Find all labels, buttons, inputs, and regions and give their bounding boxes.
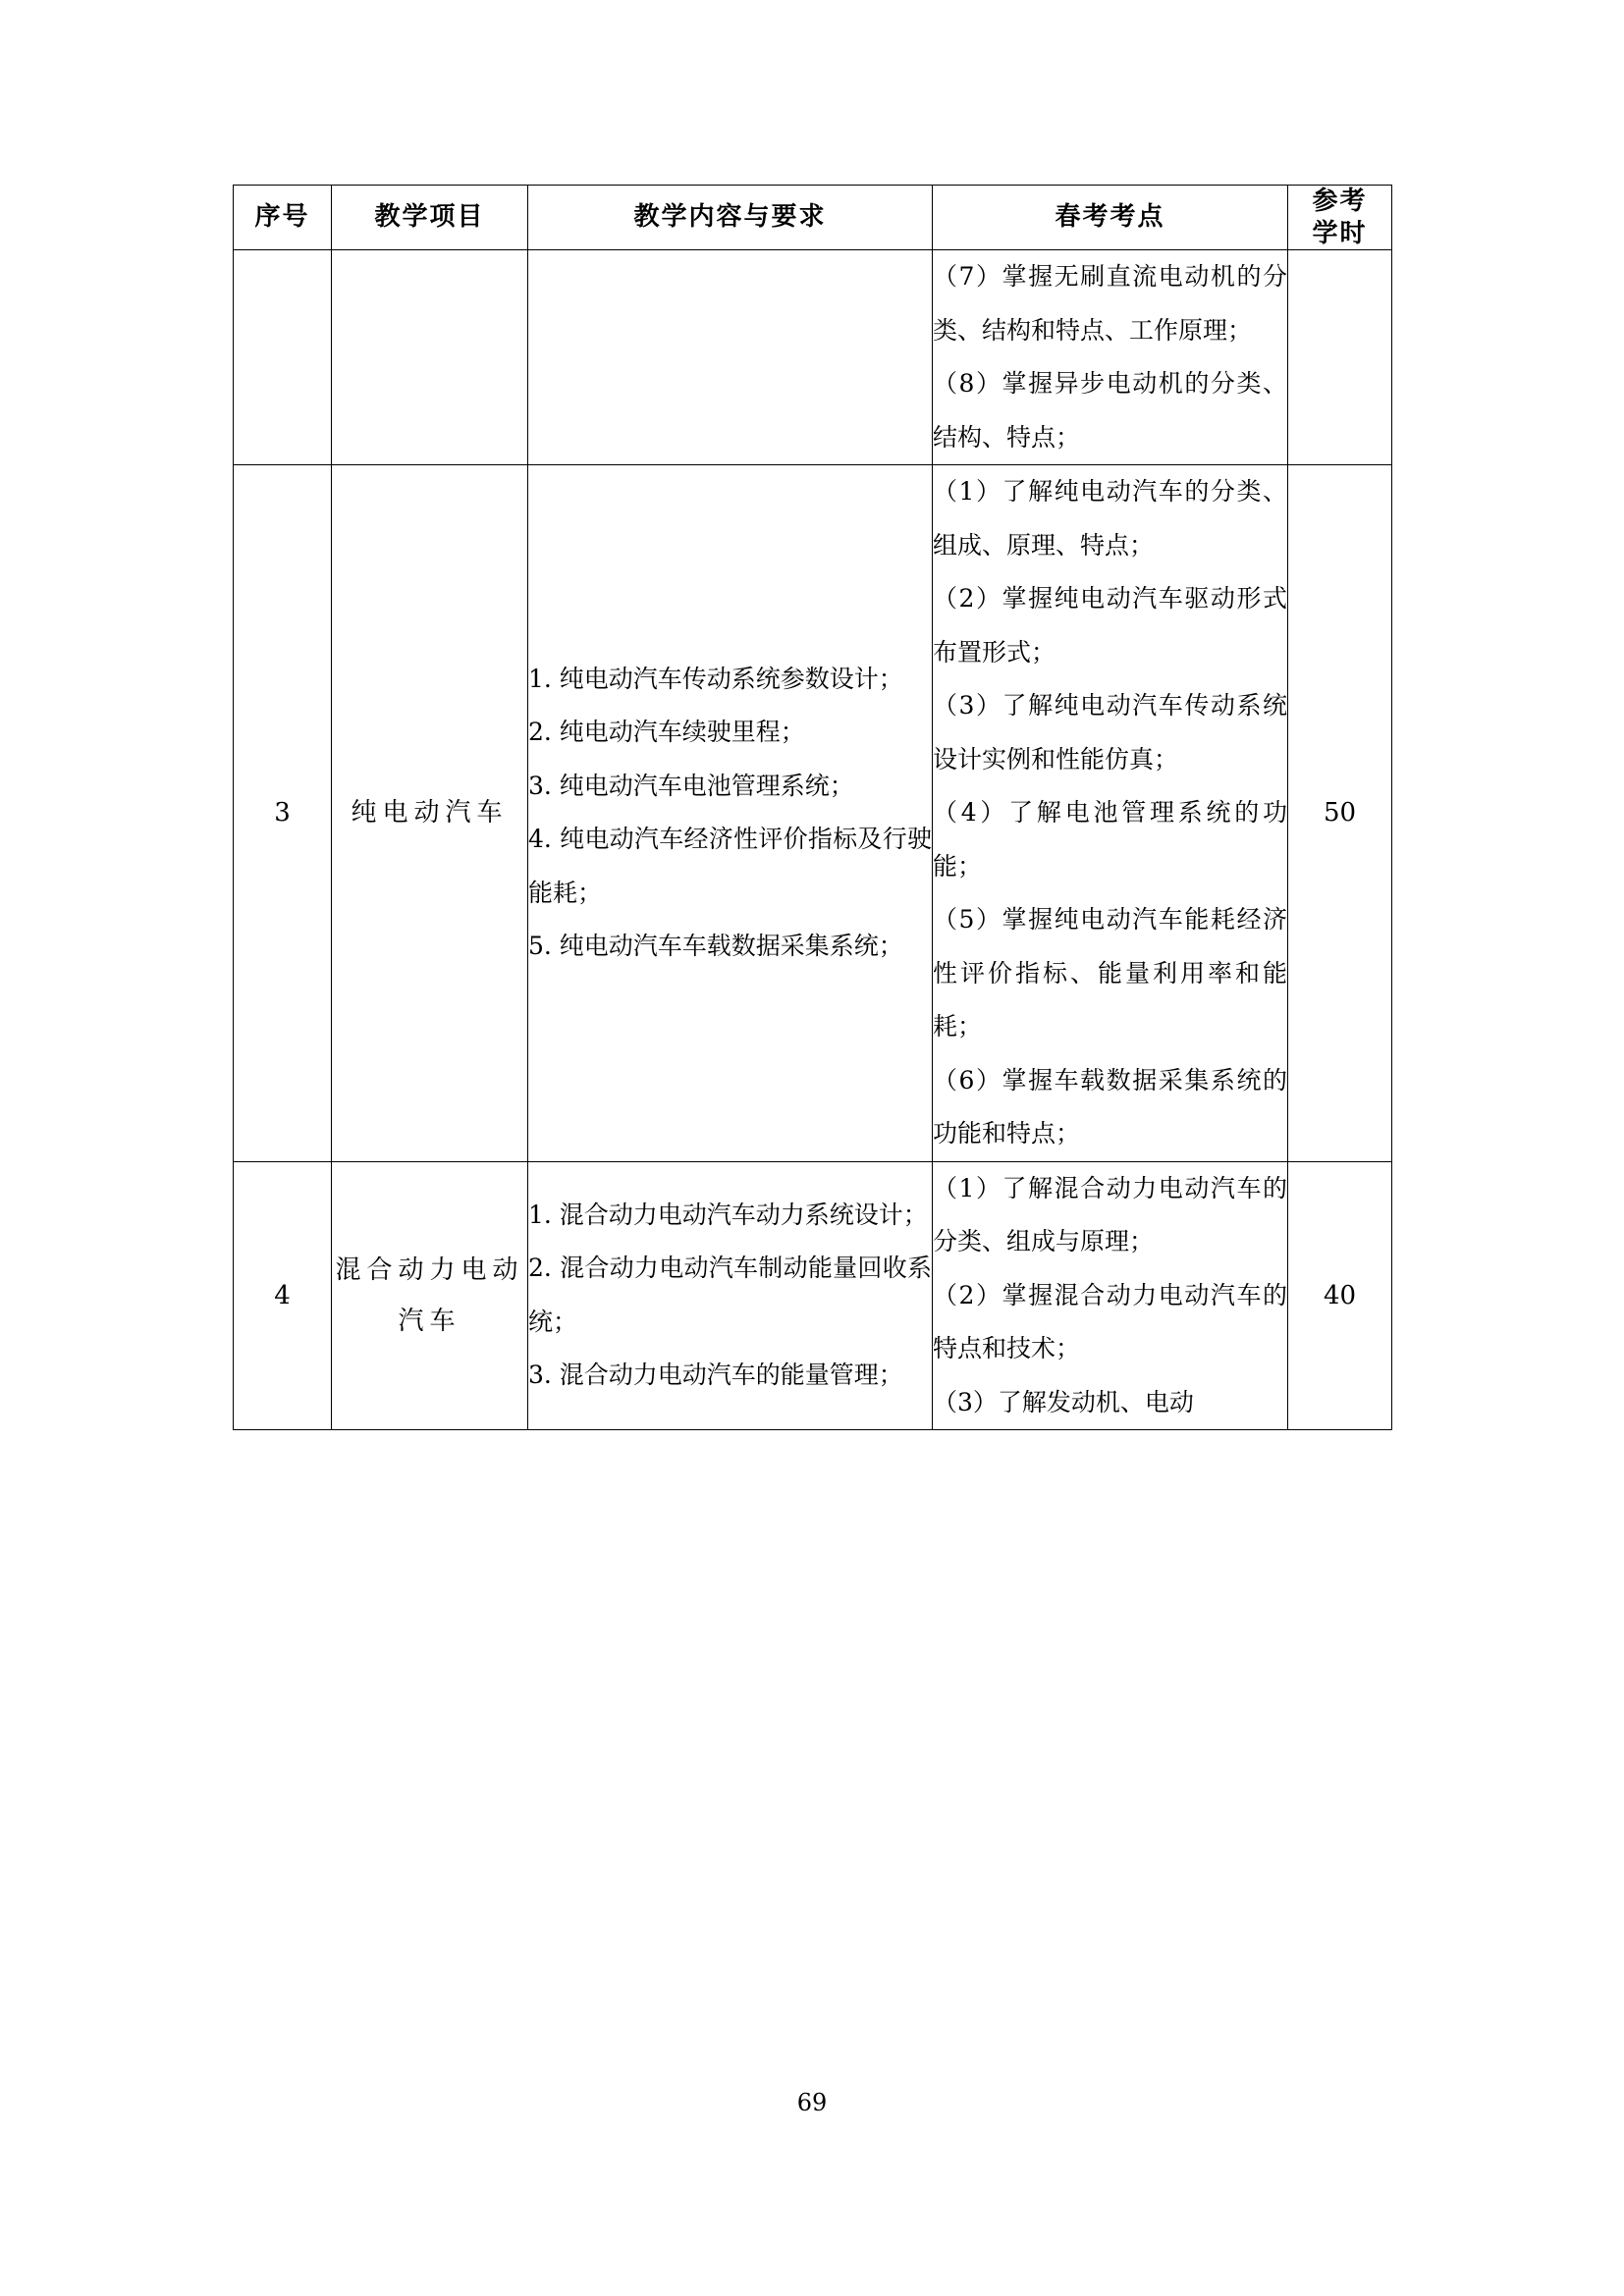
header-content: 教学内容与要求 bbox=[528, 186, 933, 250]
header-project: 教学项目 bbox=[332, 186, 528, 250]
header-hours-line2: 学时 bbox=[1312, 218, 1368, 248]
exam-point-item: （1）了解纯电动汽车的分类、组成、原理、特点； bbox=[933, 477, 1287, 560]
teaching-plan-table bbox=[233, 185, 1392, 1430]
exam-point-item: （2）掌握纯电动汽车驱动形式布置形式； bbox=[933, 584, 1287, 667]
table-row bbox=[234, 1161, 1392, 1430]
row-exam-points bbox=[933, 465, 1288, 1162]
exam-point-item: （7）掌握无刷直流电动机的分类、结构和特点、工作原理； bbox=[933, 262, 1287, 345]
content-item: 2. 混合动力电动汽车制动能量回收系统； bbox=[528, 1254, 932, 1336]
row-project bbox=[332, 1161, 528, 1430]
content-item: 3. 混合动力电动汽车的能量管理； bbox=[528, 1361, 903, 1390]
exam-point-item: （3）了解发动机、电动 bbox=[933, 1387, 1194, 1416]
row-no bbox=[234, 250, 332, 465]
table-row bbox=[234, 465, 1392, 1162]
row-project-label: 纯电动汽车 bbox=[351, 798, 509, 828]
exam-point-item: （2）掌握混合动力电动汽车的特点和技术； bbox=[933, 1280, 1287, 1362]
content-item: 1. 纯电动汽车传动系统参数设计； bbox=[528, 664, 903, 693]
page-number: 69 bbox=[796, 2089, 828, 2116]
row-content bbox=[528, 250, 933, 465]
row-content bbox=[528, 465, 933, 1162]
row-exam-points bbox=[933, 1161, 1288, 1430]
exam-point-item: （4）了解电池管理系统的功能； bbox=[933, 798, 1287, 881]
header-exam-points: 春考考点 bbox=[933, 186, 1288, 250]
content-item: 3. 纯电动汽车电池管理系统； bbox=[528, 771, 854, 800]
row-project bbox=[332, 250, 528, 465]
row-project-label: 混合动力电动汽车 bbox=[335, 1255, 524, 1336]
exam-point-item: （6）掌握车载数据采集系统的功能和特点； bbox=[933, 1065, 1287, 1148]
content-item: 1. 混合动力电动汽车动力系统设计； bbox=[528, 1200, 928, 1229]
content-item: 4. 纯电动汽车经济性评价指标及行驶能耗； bbox=[528, 825, 932, 907]
content-item: 5. 纯电动汽车车载数据采集系统； bbox=[528, 932, 903, 961]
header-hours bbox=[1288, 186, 1392, 250]
table-row bbox=[234, 250, 1392, 465]
row-hours: 40 bbox=[1288, 1161, 1392, 1430]
row-content bbox=[528, 1161, 933, 1430]
exam-point-item: （5）掌握纯电动汽车能耗经济性评价指标、能量利用率和能耗； bbox=[933, 905, 1287, 1041]
row-no: 4 bbox=[234, 1161, 332, 1430]
row-hours bbox=[1288, 250, 1392, 465]
exam-point-item: （8）掌握异步电动机的分类、结构、特点； bbox=[933, 369, 1287, 452]
exam-point-item: （3）了解纯电动汽车传动系统设计实例和性能仿真； bbox=[933, 691, 1287, 774]
header-no: 序号 bbox=[234, 186, 332, 250]
table-header-row bbox=[234, 186, 1392, 250]
exam-point-item: （1）了解混合动力电动汽车的分类、组成与原理； bbox=[933, 1173, 1287, 1255]
content-item: 2. 纯电动汽车续驶里程； bbox=[528, 718, 805, 747]
row-exam-points bbox=[933, 250, 1288, 465]
row-project bbox=[332, 465, 528, 1162]
header-hours-line1: 参考 bbox=[1312, 187, 1368, 216]
row-no: 3 bbox=[234, 465, 332, 1162]
row-hours: 50 bbox=[1288, 465, 1392, 1162]
